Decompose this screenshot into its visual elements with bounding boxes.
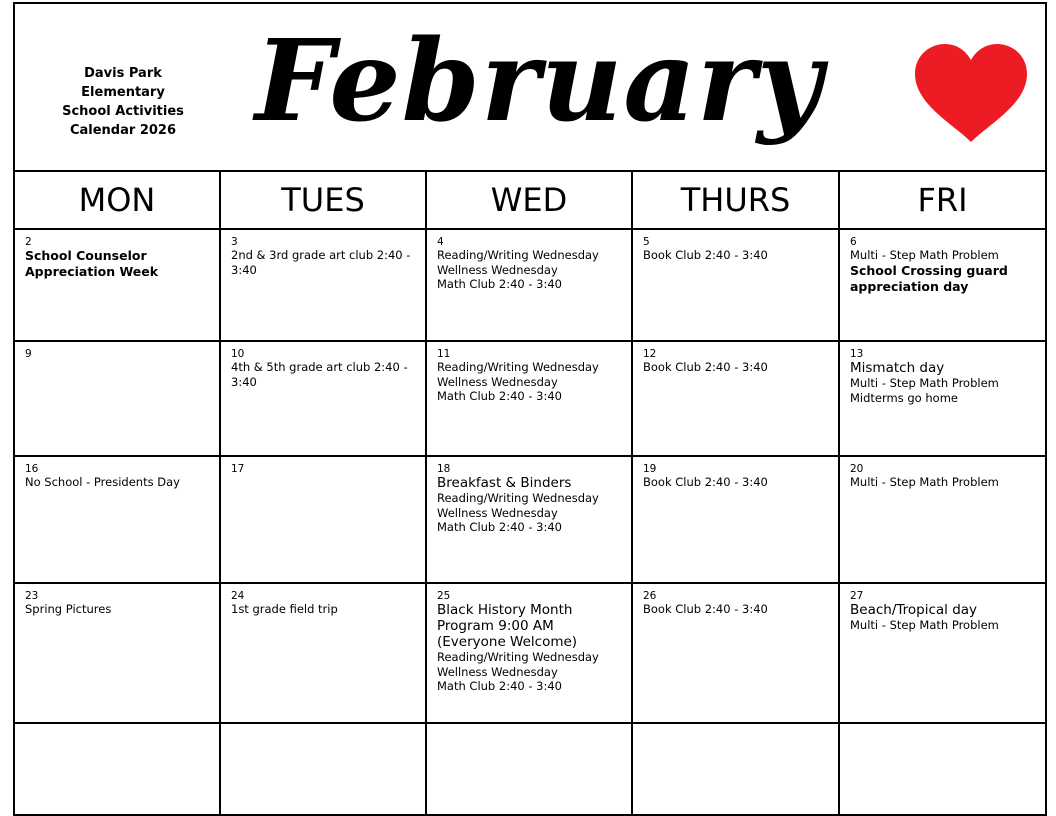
event-text: Math Club 2:40 - 3:40 xyxy=(437,389,563,403)
school-line: Calendar 2026 xyxy=(69,123,177,138)
event-text: Reading/Writing Wednesday xyxy=(437,248,599,262)
day-number: 24 xyxy=(231,590,245,602)
day-number: 11 xyxy=(437,348,451,360)
calendar-grid xyxy=(13,170,1047,816)
event-text: 1st grade field trip xyxy=(231,602,338,616)
day-cell xyxy=(632,229,839,341)
school-line: Elementary xyxy=(81,85,165,100)
event-text: School Crossing guard appreciation day xyxy=(850,262,1008,294)
school-line: Davis Park xyxy=(84,66,162,81)
day-number: 19 xyxy=(643,463,657,475)
event-text: Book Club 2:40 - 3:40 xyxy=(643,602,768,616)
month-title: February xyxy=(255,16,824,147)
day-number: 6 xyxy=(850,236,857,248)
day-cell xyxy=(14,583,220,723)
weekday-header: MON xyxy=(14,171,220,229)
day-number: 12 xyxy=(643,348,657,360)
event-text: Book Club 2:40 - 3:40 xyxy=(643,360,768,374)
day-number: 26 xyxy=(643,590,657,602)
day-cell xyxy=(14,723,220,815)
event-text: Wellness Wednesday xyxy=(437,664,558,679)
day-number: 2 xyxy=(25,236,32,248)
day-cell xyxy=(14,456,220,583)
event-text: 4th & 5th grade art club 2:40 - 3:40 xyxy=(231,360,408,389)
day-number: 27 xyxy=(850,590,864,602)
event-text: Book Club 2:40 - 3:40 xyxy=(643,475,768,489)
event-text: Math Club 2:40 - 3:40 xyxy=(437,679,563,693)
day-number: 10 xyxy=(231,348,245,360)
day-number: 4 xyxy=(437,236,444,248)
event-text: Beach/Tropical day xyxy=(850,602,978,618)
day-cell xyxy=(426,341,632,456)
day-cell xyxy=(426,229,632,341)
day-cell xyxy=(632,456,839,583)
day-cell xyxy=(839,229,1046,341)
event-text: Math Club 2:40 - 3:40 xyxy=(437,277,563,291)
week-row xyxy=(14,723,1046,815)
weekday-header: TUES xyxy=(220,171,426,229)
day-number: 5 xyxy=(643,236,650,248)
day-number: 17 xyxy=(231,463,245,475)
event-text: Mismatch day xyxy=(850,360,945,376)
day-cell xyxy=(839,456,1046,583)
event-text: Multi - Step Math Problem xyxy=(850,475,999,489)
weekday-header-row xyxy=(14,171,1046,229)
week-row xyxy=(14,229,1046,341)
event-text: Midterms go home xyxy=(850,390,958,405)
event-text: Breakfast & Binders xyxy=(437,475,572,491)
day-cell xyxy=(839,723,1046,815)
event-text: Reading/Writing Wednesday xyxy=(437,491,599,505)
day-cell xyxy=(220,341,426,456)
day-cell xyxy=(839,341,1046,456)
weekday-header: THURS xyxy=(632,171,839,229)
week-row xyxy=(14,583,1046,723)
school-name xyxy=(59,64,187,140)
day-cell xyxy=(220,456,426,583)
event-text: Wellness Wednesday xyxy=(437,374,558,389)
day-cell xyxy=(14,341,220,456)
day-number: 16 xyxy=(25,463,39,475)
event-text: Book Club 2:40 - 3:40 xyxy=(643,248,768,262)
event-text: Multi - Step Math Problem xyxy=(850,618,999,632)
day-cell xyxy=(220,229,426,341)
weekday-header: FRI xyxy=(839,171,1046,229)
day-number: 18 xyxy=(437,463,451,475)
day-cell xyxy=(220,723,426,815)
event-text: Reading/Writing Wednesday xyxy=(437,650,599,664)
day-cell xyxy=(426,583,632,723)
day-cell xyxy=(632,723,839,815)
event-text: 2nd & 3rd grade art club 2:40 - 3:40 xyxy=(231,248,411,277)
day-cell xyxy=(839,583,1046,723)
day-cell xyxy=(220,583,426,723)
event-text: Wellness Wednesday xyxy=(437,505,558,520)
day-number: 20 xyxy=(850,463,864,475)
day-cell xyxy=(426,723,632,815)
day-number: 13 xyxy=(850,348,864,360)
week-row xyxy=(14,456,1046,583)
event-text: Multi - Step Math Problem xyxy=(850,376,999,390)
day-number: 25 xyxy=(437,590,451,602)
day-number: 23 xyxy=(25,590,39,602)
day-cell xyxy=(426,456,632,583)
event-text: Wellness Wednesday xyxy=(437,262,558,277)
event-text: Multi - Step Math Problem xyxy=(850,248,999,262)
weekday-header: WED xyxy=(426,171,632,229)
day-number: 9 xyxy=(25,348,32,360)
day-cell xyxy=(14,229,220,341)
event-text: Reading/Writing Wednesday xyxy=(437,360,599,374)
event-text: Spring Pictures xyxy=(25,602,112,616)
event-text: No School - Presidents Day xyxy=(25,475,180,489)
event-text: Black History Month Program 9:00 AM (Everyone Welcome) xyxy=(437,602,578,650)
day-cell xyxy=(632,341,839,456)
calendar-header xyxy=(13,2,1047,172)
school-line: School Activities xyxy=(62,104,184,119)
day-cell xyxy=(632,583,839,723)
heart-icon xyxy=(913,42,1029,144)
week-row xyxy=(14,341,1046,456)
day-number: 3 xyxy=(231,236,238,248)
event-text: School Counselor Appreciation Week xyxy=(25,248,159,279)
event-text: Math Club 2:40 - 3:40 xyxy=(437,520,563,534)
